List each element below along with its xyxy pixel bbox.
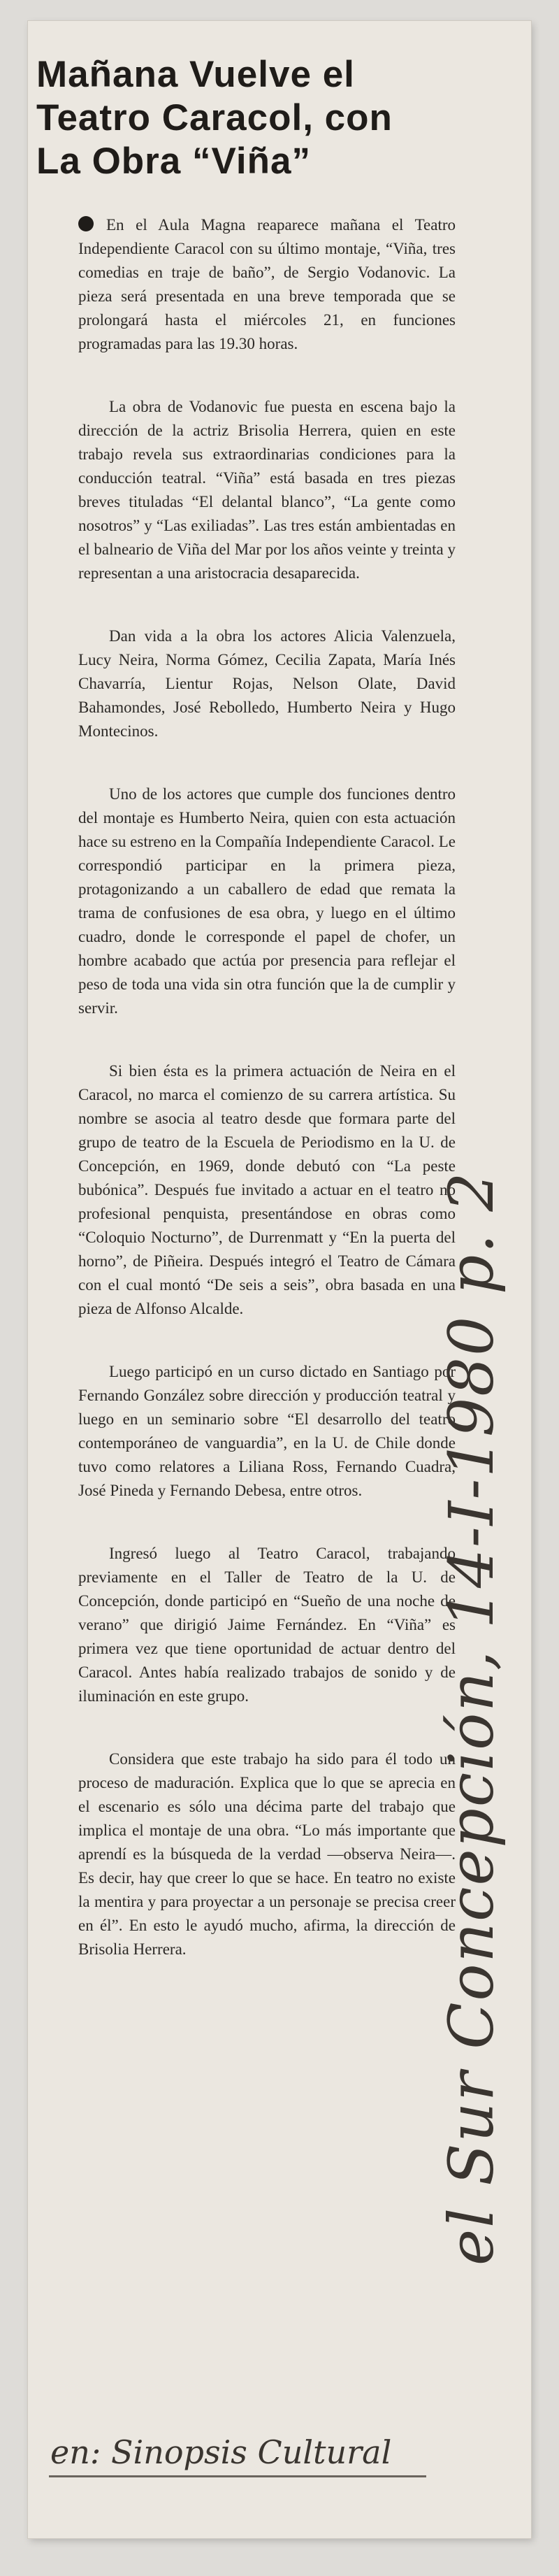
paragraph-2: La obra de Vodanovic fue puesta en escena bajo la dirección de la actriz Brisolia Herrera, quien en este trabajo revela sus extraordinarias condiciones para la conducción teatral. “Viña” está basada en tres piezas breves tituladas “El delantal blanco”, “La gente como nosotros” y “Las exiliadas”. Las tres están ambientadas en el balneario de Viña del Mar por los años veinte y treinta y representan a una aristocracia desaparecida.	[78, 398, 456, 582]
headline	[36, 53, 456, 183]
paragraph-8: Considera que este trabajo ha sido para él todo un proceso de maduración. Explica que lo que se aprecia en el escenario es sólo una décima parte del trabajo que implica el montaje de una obra. “Lo más importante que aprendí es la búsqueda de la verdad —observa Neira—. Es decir, hay que creer lo que se hace. En teatro no existe la mentira y para proyectar a un personaje se precisa creer en él”. En esto le ayudó mucho, afirma, la dirección de Brisolia Herrera.	[78, 1750, 456, 1958]
headline-line-1: Mañana Vuelve el	[36, 53, 355, 95]
bullet-icon	[78, 216, 94, 231]
underline-divider	[49, 2475, 426, 2477]
paragraph-1-text: En el Aula Magna reaparece mañana el Teatro Independiente Caracol con su último montaje, “Viña, tres comedias en traje de baño”, de Sergio Vodanovic. La pieza será presentada en una breve temporada que se prolongará hasta el miércoles 21, en funciones programadas para las 19.30 horas.	[78, 216, 456, 352]
headline-line-3: La Obra “Viña”	[36, 140, 311, 182]
headline-line-2: Teatro Caracol, con	[36, 96, 393, 138]
handwritten-bottom-note: en: Sinopsis Cultural	[50, 2433, 392, 2471]
paragraph-3: Dan vida a la obra los actores Alicia Valenzuela, Lucy Neira, Norma Gómez, Cecilia Zapata, María Inés Chavarría, Lientur Rojas, Nelson Olate, David Bahamondes, José Rebolledo, Humberto Neira y Hugo Montecinos.	[78, 627, 456, 740]
paragraph-4: Uno de los actores que cumple dos funciones dentro del montaje es Humberto Neira, quien con esta actuación hace su estreno en la Compañía Independiente Caracol. Le correspondió participar en la primera pieza, protagonizando a un caballero de edad que remata la trama de confusiones de esa obra, y luego en el último cuadro, donde le corresponde el papel de chofer, un hombre acabado que actúa por presencia para reflejar el peso de toda una vida sin otra función que la de cumplir y servir.	[78, 785, 456, 1017]
paragraph-5: Si bien ésta es la primera actuación de Neira en el Caracol, no marca el comienzo de su carrera artística. Su nombre se asocia al teatro desde que formara parte del grupo de teatro de la Escuela de Periodismo en la U. de Concepción, en 1969, donde debutó con “La peste bubónica”. Después fue invitado a actuar en el teatro no profesional penquista, presentándose en obras como “Coloquio Nocturno”, de Durrenmatt y “En la puerta del horno”, de Piñeira. Después integró el Teatro de Cámara con el cual montó “De seis a seis”, obra basada en una pieza de Alfonso Alcalde.	[78, 1062, 456, 1317]
redaction-patch	[419, 119, 510, 168]
paragraph-6: Luego participó en un curso dictado en Santiago por Fernando González sobre dirección y producción teatral y luego en un seminario sobre “El desarrollo del teatro contemporáneo de vanguardia”, en la U. de Chile donde tuvo como relatores a Liliana Ross, Fernando Cuadra, José Pineda y Fernando Debesa, entre otros.	[78, 1363, 456, 1499]
handwritten-source-note: el Sur Concepción, 14-I-1980 p. 2	[435, 1171, 507, 2266]
paragraph-1	[78, 213, 456, 356]
paragraph-7: Ingresó luego al Teatro Caracol, trabajando previamente en el Taller de Teatro de la U. de Concepción, donde participó en “Sueño de una noche de verano” que dirigió Jaime Fernández. En “Viña” es primera vez que tiene oportunidad de actuar dentro del Caracol. Antes había realizado trabajos de sonido y de iluminación en este grupo.	[78, 1545, 456, 1705]
article-body	[78, 213, 456, 2001]
